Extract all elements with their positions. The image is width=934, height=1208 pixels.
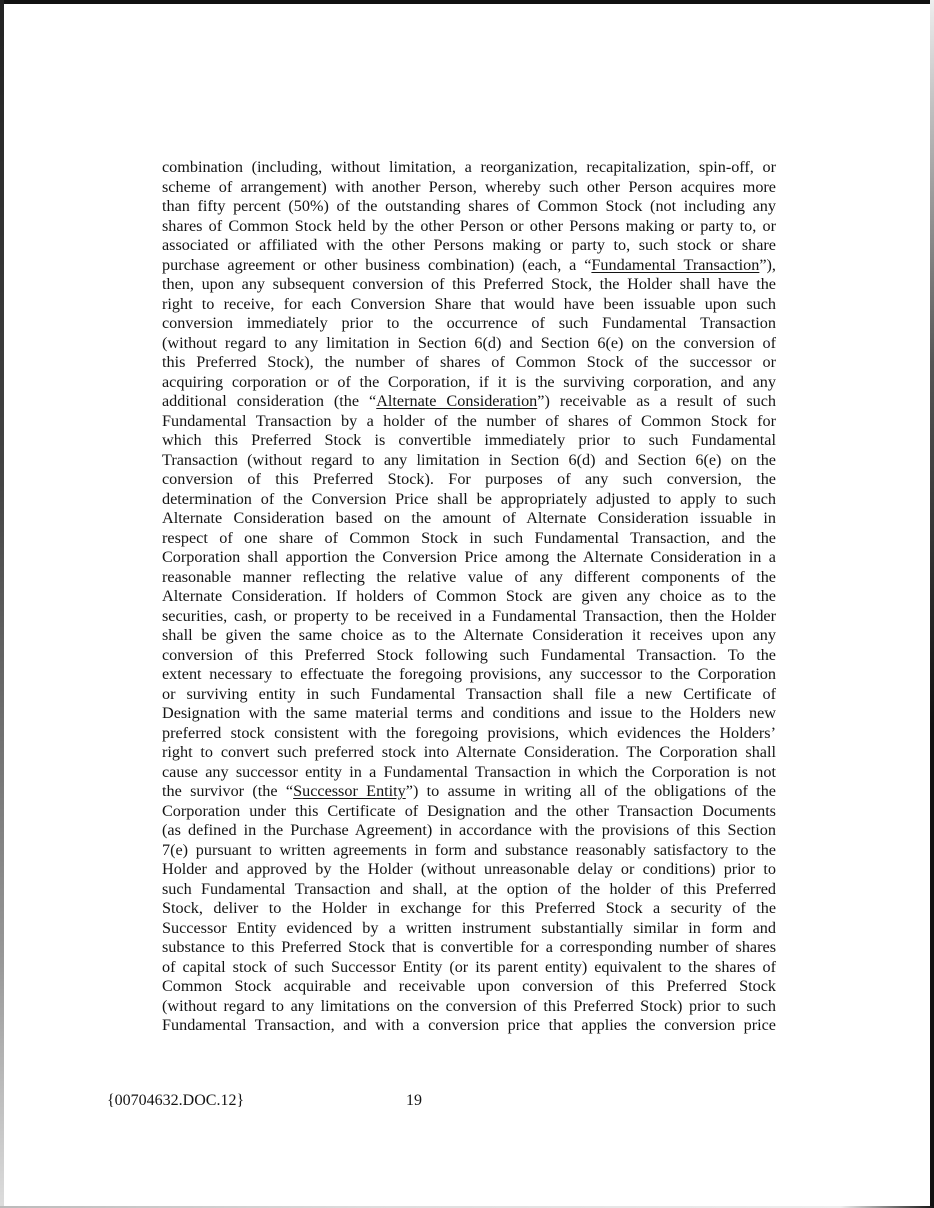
text-segment: or surviving entity in such Fundamental Transaction shall file a new Certificate of [162,684,776,703]
text-segment: Successor Entity evidenced by a written instrument substantially similar in form and [162,918,776,937]
text-segment: substance to this Preferred Stock that is convertible for a corresponding number of shares [162,938,776,956]
text-line [162,334,776,354]
text-line [162,412,776,432]
text-segment: the survivor (the “ [162,782,294,800]
text-segment: scheme of arrangement) with another Person, whereby such other Person acquires more [162,177,776,196]
text-segment: additional consideration (the “ [162,392,377,410]
text-line [162,1016,776,1036]
scan-edge-left [0,0,4,1208]
text-segment: Alternate Consideration based on the amount of Alternate Consideration issuable in [162,509,776,527]
text-segment: reasonable manner reflecting the relative value of any different components of the [162,567,776,586]
text-segment: respect of one share of Common Stock in such Fundamental Transaction, and the [162,528,776,547]
text-line [162,236,776,256]
text-segment: ”), [759,255,776,274]
text-segment: (without regard to any limitations on the conversion of this Preferred Stock) prior to such [162,996,776,1015]
text-line [162,685,776,705]
text-segment: right to convert such preferred stock into Alternate Consideration. The Corporation shall [162,743,776,761]
text-line [162,938,776,958]
defined-term: Successor Entity [293,782,406,800]
text-segment: of capital stock of such Successor Entity (or its parent entity) equivalent to the shares of [162,957,776,976]
scan-edge-top [0,0,934,4]
text-segment: Designation with the same material terms and conditions and issue to the Holders new [162,704,776,722]
text-line [162,704,776,724]
text-segment: right to receive, for each Conversion Share that would have been issuable upon such [162,294,776,313]
text-line [162,646,776,666]
text-line [162,178,776,198]
text-segment: such Fundamental Transaction and shall, at the option of the holder of this Preferred [162,879,776,898]
defined-term: Alternate Consideration [376,392,538,410]
text-line [162,470,776,490]
text-line [162,295,776,315]
text-line [162,899,776,919]
text-segment: conversion of this Preferred Stock). For purposes of any such conversion, the [162,470,776,488]
text-segment: Fundamental Transaction, and with a conversion price that applies the conversion price [162,1016,776,1034]
text-segment: associated or affiliated with the other Persons making or party to, such stock or share [162,236,776,254]
body-paragraph [162,158,776,1036]
text-segment: conversion of this Preferred Stock following such Fundamental Transaction. To the [162,645,776,664]
text-line [162,568,776,588]
text-line [162,373,776,393]
text-line [162,509,776,529]
text-line [162,821,776,841]
text-line [162,431,776,451]
text-segment: ”) receivable as a result of such [537,392,776,410]
text-line [162,451,776,471]
text-line [162,626,776,646]
text-line [162,763,776,783]
text-segment: Corporation under this Certificate of Designation and the other Transaction Documents [162,801,776,820]
text-segment: securities, cash, or property to be received in a Fundamental Transaction, then the Holder [162,606,776,625]
text-line [162,314,776,334]
text-segment: shares of Common Stock held by the other Person or other Persons making or party to, or [162,216,776,235]
text-segment: determination of the Conversion Price shall be appropriately adjusted to apply to such [162,489,776,508]
text-line [162,197,776,217]
text-line [162,860,776,880]
text-line [162,724,776,744]
text-segment: Transaction (without regard to any limitation in Section 6(d) and Section 6(e) on the [162,450,776,469]
text-line [162,275,776,295]
text-segment: ”) to assume in writing all of the obligations of the [405,782,776,800]
text-segment: conversion immediately prior to the occurrence of such Fundamental Transaction [162,314,776,332]
text-line [162,490,776,510]
text-segment: shall be given the same choice as to the Alternate Consideration it receives upon any [162,626,776,644]
text-segment: Corporation shall apportion the Conversion Price among the Alternate Consideration in a [162,548,776,566]
text-line [162,958,776,978]
text-segment: combination (including, without limitation, a reorganization, recapitalization, spin-off, or [162,158,776,176]
text-segment: Fundamental Transaction by a holder of the number of shares of Common Stock for [162,411,776,430]
text-segment: purchase agreement or other business combination) (each, a “ [162,255,592,274]
text-line [162,353,776,373]
text-segment: Alternate Consideration. If holders of Common Stock are given any choice as to the [162,587,776,605]
text-segment: (as defined in the Purchase Agreement) in accordance with the provisions of this Section [162,821,776,839]
footer-document-id: {00704632.DOC.12} [107,1092,245,1109]
text-line [162,548,776,568]
text-segment: Holder and approved by the Holder (without unreasonable delay or conditions) prior to [162,860,776,878]
text-segment: acquiring corporation or of the Corporation, if it is the surviving corporation, and any [162,372,776,391]
text-segment: than fifty percent (50%) of the outstanding shares of Common Stock (not including any [162,197,776,215]
text-segment: Stock, deliver to the Holder in exchange for this Preferred Stock a security of the [162,899,776,917]
text-segment: 7(e) pursuant to written agreements in form and substance reasonably satisfactory to the [162,840,776,859]
scan-edge-right [930,0,934,1208]
text-segment: Common Stock acquirable and receivable upon conversion of this Preferred Stock [162,977,776,995]
text-line [162,587,776,607]
text-segment: (without regard to any limitation in Section 6(d) and Section 6(e) on the conversion of [162,333,776,352]
text-segment: extent necessary to effectuate the foregoing provisions, any successor to the Corporation [162,665,776,683]
text-line [162,743,776,763]
text-segment: cause any successor entity in a Fundamental Transaction in which the Corporation is not [162,762,776,781]
text-segment: which this Preferred Stock is convertible immediately prior to such Fundamental [162,431,776,449]
defined-term: Fundamental Transaction [591,255,760,274]
text-line [162,841,776,861]
text-line [162,529,776,549]
text-line [162,997,776,1017]
text-line [162,880,776,900]
text-line [162,607,776,627]
text-line [162,977,776,997]
text-segment: preferred stock consistent with the foregoing provisions, which evidences the Holders’ [162,723,776,742]
text-line [162,782,776,802]
text-line [162,217,776,237]
text-line [162,919,776,939]
text-line [162,256,776,276]
text-segment: then, upon any subsequent conversion of this Preferred Stock, the Holder shall have the [162,275,776,293]
text-line [162,158,776,178]
text-line [162,802,776,822]
text-line [162,665,776,685]
text-line [162,392,776,412]
footer-page-number: 19 [406,1092,422,1109]
text-segment: this Preferred Stock), the number of shares of Common Stock of the successor or [162,353,776,371]
